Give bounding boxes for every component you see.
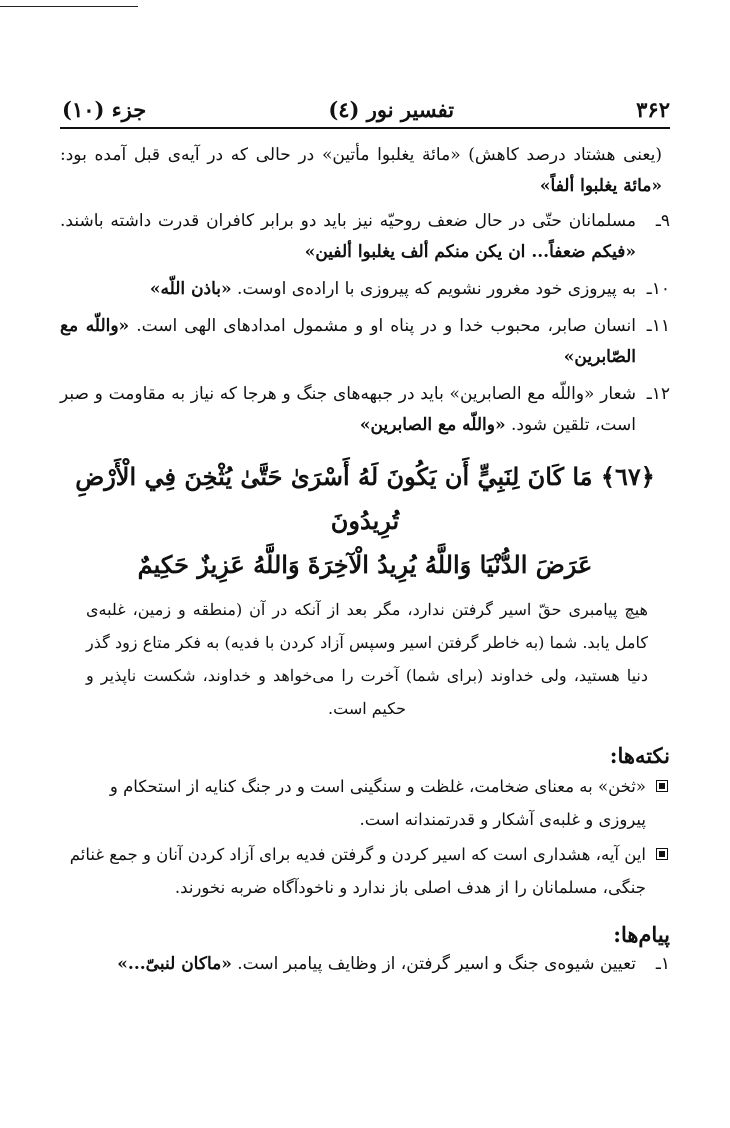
intro-text: (یعنی هشتاد درصد کاهش) «مائة یغلبوا مأتین» در حالی که در آیه‌ی قبل آمده بود: — [60, 145, 662, 165]
quran-verse — [60, 455, 670, 587]
message-item — [60, 949, 670, 980]
verse-translation: هیچ پیامبری حقّ اسیر گرفتن ندارد، مگر بعد از آنکه در آن (منطقه و زمین، غلبه‌ی کامل یابد. شما (به خاطر گرفتن اسیر وسپس آزاد کردن با فدیه) به فکر متاع زود گذر دنیا هستید، ولی خداوند (برای شما) آخرت را می‌خواهد و خداوند، شکست ناپذیر و حکیم است. — [86, 600, 648, 718]
item-number: ۹ـ — [655, 211, 670, 231]
intro-quote: «مائة یغلبوا ألفاً» — [539, 176, 662, 196]
list-item — [60, 274, 670, 305]
note-bullet — [60, 770, 670, 836]
juz-label: جزء (۱۰) — [62, 96, 147, 122]
intro-paragraph — [60, 140, 670, 202]
page-number: ۳۶۲ — [636, 96, 670, 122]
note-text: این آیه، هشداری است که اسیر کردن و گرفتن فدیه برای آزاد کردن آنان و جمع غنائم جنگی، مسلمانان را از هدف اصلی باز ندارد و ناخودآگاه ضربه نخورند. — [69, 845, 646, 897]
item-quote: «فیکم ضعفاً... ان یکن منکم ألف یغلبوا ألفین» — [304, 242, 636, 262]
list-item — [60, 311, 670, 373]
verse-line-2: عَرَضَ الدُّنْيَا وَاللَّهُ يُرِيدُ الْآخِرَةَ وَاللَّهُ عَزِيزٌ حَكِيمٌ — [137, 550, 593, 579]
item-number: ۱۰ـ — [646, 279, 670, 299]
note-bullet — [60, 838, 670, 904]
message-number: ۱ـ — [655, 954, 670, 974]
top-edge-rule — [0, 6, 138, 7]
item-text: شعار «واللّه مع الصابرین» باید در جبهه‌های جنگ و هرجا که نیاز به مقاومت و صبر است، تلقین شود. — [60, 384, 636, 435]
item-quote: «واللّه مع الصّابرین» — [60, 316, 636, 367]
item-text: انسان صابر، محبوب خدا و در پناه او و مشمول امدادهای الهی است. — [129, 316, 636, 336]
page-body — [60, 140, 670, 986]
page-header — [62, 94, 670, 124]
message-text: تعیین شیوه‌ی جنگ و اسیر گرفتن، از وظایف پیامبر است. — [231, 954, 636, 974]
book-title: تفسیر نور (٤) — [328, 96, 455, 122]
item-number: ۱۱ـ — [646, 316, 670, 336]
message-quote: «ماکان لنبیّ...» — [117, 954, 232, 974]
square-bullet-icon — [656, 780, 668, 792]
list-item — [60, 206, 670, 268]
item-text: به پیروزی خود مغرور نشویم که پیروزی با اراده‌ی اوست. — [231, 279, 636, 299]
item-number: ۱۲ـ — [646, 384, 670, 404]
header-rule — [60, 127, 670, 129]
verse-line-1: ﴿٦٧﴾ مَا كَانَ لِنَبِيٍّ أَن يَكُونَ لَهُ أَسْرَىٰ حَتَّىٰ يُثْخِنَ فِي الْأَرْضِ تُرِيدُونَ — [75, 462, 655, 535]
item-quote: «باذن اللّه» — [149, 279, 232, 299]
messages-heading: پیام‌ها: — [613, 922, 670, 947]
list-item — [60, 379, 670, 441]
item-text: مسلمانان حتّی در حال ضعف روحیّه نیز باید دو برابر کافران قدرت داشته باشند. — [60, 211, 636, 231]
notes-heading: نکته‌ها: — [609, 743, 670, 768]
note-text: «ثخن» به معنای ضخامت، غلظت و سنگینی است و در جنگ کنایه از استحکام و پیروزی و غلبه‌ی آشکار و قدرتمندانه است. — [109, 777, 646, 829]
item-quote: «واللّه مع الصابرین» — [359, 415, 506, 435]
square-bullet-icon — [656, 848, 668, 860]
